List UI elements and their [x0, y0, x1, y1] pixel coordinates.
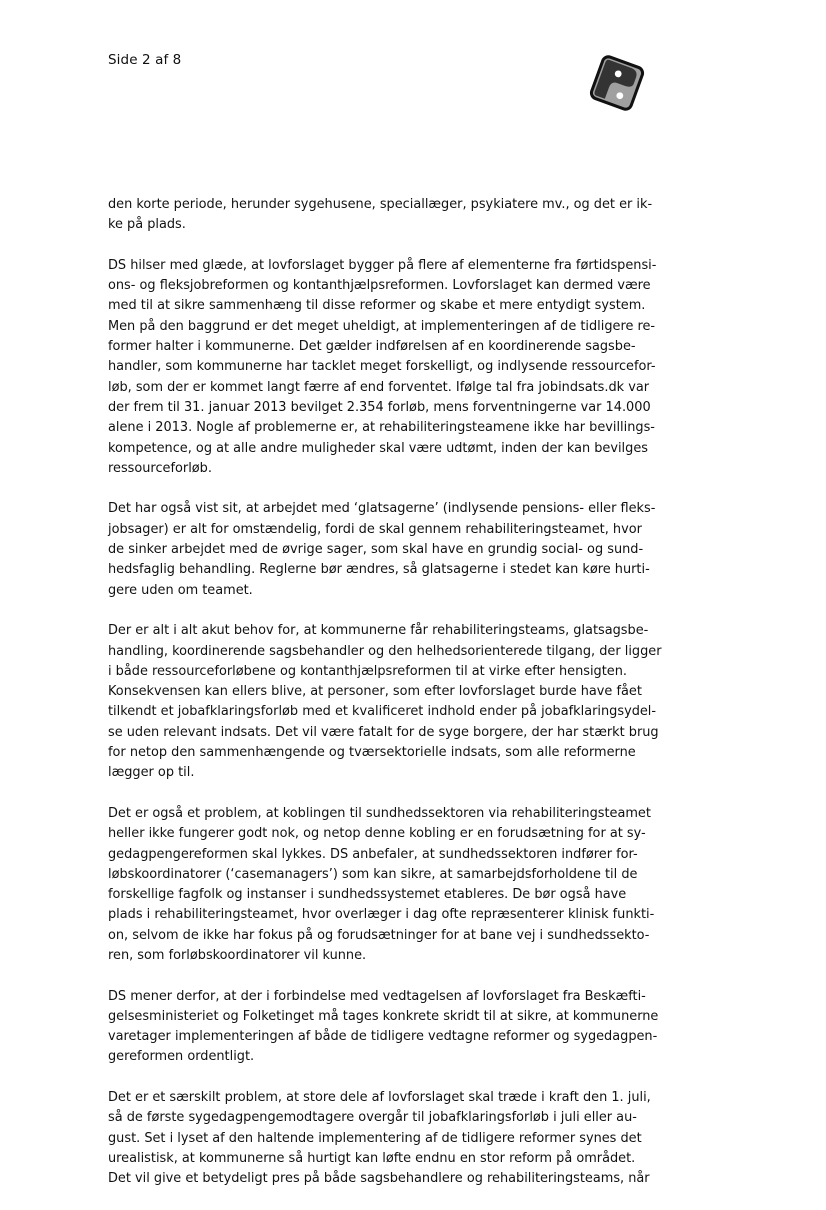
paragraph-line: ke på plads. [108, 217, 186, 233]
paragraph-line: plads i rehabiliteringsteamet, hvor overlæger i dag ofte repræsenterer klinisk funkti- [108, 907, 655, 923]
ds-logo-icon-svg [585, 52, 649, 114]
body-text [108, 195, 662, 1210]
paragraph-line: heller ikke fungerer godt nok, og netop denne kobling er en forudsætning for at sy- [108, 826, 646, 842]
paragraph-line: lægger op til. [108, 765, 195, 781]
paragraph-line: ressourceforløb. [108, 460, 212, 476]
paragraph-line: for netop den sammenhængende og tværsektorielle indsats, som alle reformerne [108, 745, 636, 761]
paragraph-line: Det er et særskilt problem, at store dele af lovforslaget skal træde i kraft den 1. juli, [108, 1090, 651, 1106]
paragraph-line: gere uden om teamet. [108, 582, 253, 598]
paragraph-line: gust. Set i lyset af den haltende implementering af de tidligere reformer synes det [108, 1130, 642, 1146]
paragraph-line: former halter i kommunerne. Det gælder indførelsen af en koordinerende sagsbe- [108, 339, 636, 355]
paragraph-line: DS hilser med glæde, at lovforslaget bygger på flere af elementerne fra førtidspensi- [108, 257, 657, 273]
body-paragraph [108, 1088, 651, 1189]
body-paragraph [108, 256, 657, 479]
paragraph-line: de sinker arbejdet med de øvrige sager, som skal have en grundig social- og sund- [108, 542, 644, 558]
body-paragraph [108, 987, 659, 1068]
paragraph-line: den korte periode, herunder sygehusene, speciallæger, psykiatere mv., og det er ik- [108, 197, 653, 212]
paragraph-line: gedagpengereformen skal lykkes. DS anbefaler, at sundhedssektoren indfører for- [108, 846, 638, 862]
body-paragraph [108, 195, 653, 236]
paragraph-line: Der er alt i alt akut behov for, at kommunerne får rehabiliteringsteams, glatsagsbe- [108, 623, 649, 639]
paragraph-line: Konsekvensen kan ellers blive, at personer, som efter lovforslaget burde have fået [108, 684, 642, 700]
paragraph-line: gelsesministeriet og Folketinget må tages konkrete skridt til at sikre, at kommunerne [108, 1008, 659, 1024]
body-paragraph [108, 804, 655, 966]
paragraph-line: så de første sygedagpengemodtagere overgår til jobafklaringsforløb i juli eller au- [108, 1110, 637, 1126]
body-paragraph [108, 499, 656, 600]
paragraph-line: kompetence, og at alle andre muligheder skal være udtømt, inden der kan bevilges [108, 440, 648, 456]
paragraph-line: alene i 2013. Nogle af problemerne er, at rehabiliteringsteamene ikke har bevillings- [108, 420, 655, 436]
paragraph-line: med til at sikre sammenhæng til disse reformer og skabe et mere entydigt system. [108, 298, 646, 314]
paragraph-line: Det har også vist sit, at arbejdet med ‘glatsagerne’ (indlysende pensions- eller fleks- [108, 501, 656, 517]
paragraph-line: ons- og fleksjobreformen og kontanthjælpsreformen. Lovforslaget kan dermed være [108, 278, 651, 294]
paragraph-line: Det vil give et betydeligt pres på både sagsbehandlere og rehabiliteringsteams, når [108, 1171, 650, 1187]
body-paragraph [108, 621, 662, 783]
paragraph-line: ren, som forløbskoordinatorer vil kunne. [108, 947, 367, 963]
paragraph-line: Det er også et problem, at koblingen til sundhedssektoren via rehabiliteringsteamet [108, 805, 651, 821]
paragraph-line: løb, som der er kommet langt færre af end forventet. Ifølge tal fra jobindsats.dk var [108, 379, 650, 395]
paragraph-line: forskellige fagfolk og instanser i sundhedssystemet etableres. De bør også have [108, 887, 627, 903]
paragraph-line: tilkendt et jobafklaringsforløb med et kvalificeret indhold ender på jobafklaringsydel- [108, 704, 657, 720]
paragraph-line: i både ressourceforløbene og kontanthjælpsreformen til at virke efter hensigten. [108, 663, 627, 679]
ds-logo-icon [585, 52, 649, 114]
paragraph-line: der frem til 31. januar 2013 bevilget 2.354 forløb, mens forventningerne var 14.000 [108, 399, 651, 415]
paragraph-line: løbskoordinatorer (‘casemanagers’) som kan sikre, at samarbejdsforholdene til de [108, 866, 638, 882]
paragraph-line: handling, koordinerende sagsbehandler og den helhedsorienterede tilgang, der ligger [108, 643, 662, 659]
paragraph-line: Men på den baggrund er det meget uheldigt, at implementeringen af de tidligere re- [108, 318, 656, 334]
paragraph-line: varetager implementeringen af både de tidligere vedtagne reformer og sygedagpen- [108, 1029, 658, 1045]
paragraph-line: handler, som kommunerne har tacklet meget forskelligt, og indlysende ressourcefor- [108, 359, 656, 375]
paragraph-line: gereformen ordentligt. [108, 1049, 255, 1065]
paragraph-line: urealistisk, at kommunerne så hurtigt kan løfte endnu en stor reform på området. [108, 1150, 636, 1166]
paragraph-line: hedsfaglig behandling. Reglerne bør ændres, så glatsagerne i stedet kan køre hurti- [108, 562, 650, 578]
page-header: Side 2 af 8 [108, 52, 182, 68]
paragraph-line: se uden relevant indsats. Det vil være fatalt for de syge borgere, der har stærkt brug [108, 724, 659, 740]
paragraph-line: on, selvom de ikke har fokus på og forudsætninger for at bane vej i sundhedssekto- [108, 927, 650, 943]
paragraph-line: DS mener derfor, at der i forbindelse med vedtagelsen af lovforslaget fra Beskæfti- [108, 988, 646, 1004]
paragraph-line: jobsager) er alt for omstændelig, fordi de skal gennem rehabiliteringsteamet, hvor [108, 521, 642, 537]
